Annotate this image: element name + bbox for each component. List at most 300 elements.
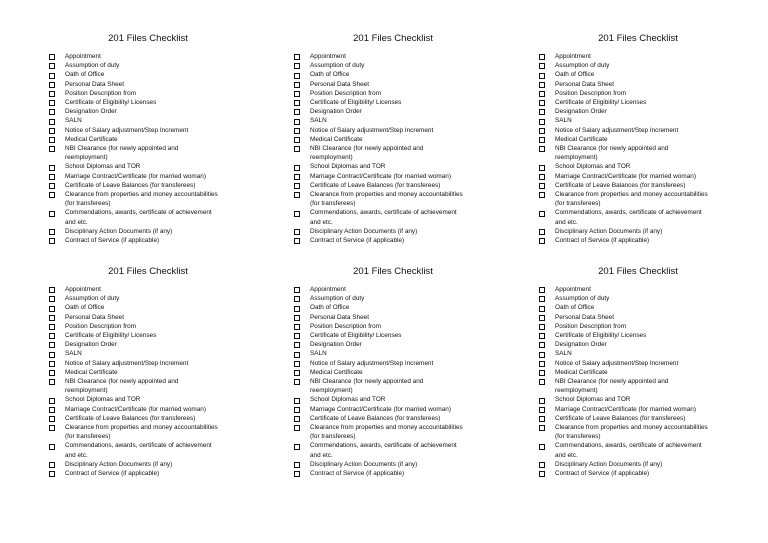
checkbox-icon[interactable]	[294, 398, 300, 404]
checkbox-icon[interactable]	[539, 183, 545, 189]
checkbox-icon[interactable]	[294, 361, 300, 367]
checkbox-icon[interactable]	[294, 238, 300, 244]
checklist-item	[538, 322, 708, 331]
checklist-item-label	[65, 61, 119, 70]
checklist-item-label	[555, 441, 702, 459]
checkbox-icon[interactable]	[49, 73, 55, 79]
checklist-item-text-line: Appointment	[310, 286, 346, 293]
checklist-item-label	[310, 107, 362, 116]
checklist-item-text-line: Personal Data Sheet	[65, 313, 124, 321]
checkbox-icon[interactable]	[294, 165, 300, 171]
checklist-item	[48, 227, 218, 236]
checklist-item-text-line: Clearance from properties and money accountabilities	[65, 191, 218, 199]
checkbox-icon[interactable]	[294, 342, 300, 348]
checkbox-icon[interactable]	[539, 333, 545, 339]
checklist-item-label	[310, 414, 440, 423]
checkbox-icon[interactable]	[539, 91, 545, 97]
checkbox-icon[interactable]	[294, 333, 300, 339]
checkbox-icon[interactable]	[49, 146, 55, 152]
checklist-item-label	[310, 405, 451, 414]
checklist-item	[293, 377, 463, 395]
checklist-item-text-line: Designation Order	[555, 108, 607, 116]
checkbox-icon[interactable]	[294, 370, 300, 376]
checklist-item-label	[65, 414, 195, 423]
checkbox-icon[interactable]	[49, 54, 55, 60]
checkbox-icon[interactable]	[539, 73, 545, 79]
checkbox-icon[interactable]	[539, 361, 545, 367]
checklist-item-label	[555, 135, 608, 144]
checkbox-icon[interactable]	[539, 109, 545, 115]
checklist-item	[48, 395, 218, 404]
checkbox-icon[interactable]	[294, 73, 300, 79]
checklist-item-text-line: Designation Order	[65, 341, 117, 349]
checklist-item-text-line: Certificate of Leave Balances (for transferees)	[555, 414, 686, 422]
checkbox-icon[interactable]	[539, 146, 545, 152]
checklist-item-label	[555, 285, 591, 294]
checkbox-icon[interactable]	[294, 119, 300, 125]
checklist-item-text-line: SALN	[65, 117, 82, 125]
checklist-item-text-line: (for transferees)	[555, 200, 601, 208]
checklist-item-text-line: Assumption of duty	[310, 62, 365, 70]
checklist-item-label	[555, 303, 594, 312]
checklist-item-label	[555, 294, 609, 303]
checklist-item-label	[310, 80, 369, 89]
checklist-item	[293, 144, 463, 162]
checklist-item-label	[65, 70, 104, 79]
checklist-item-text-line: School Diplomas and TOR	[310, 396, 386, 404]
checklist-item	[538, 135, 708, 144]
checklist-item-label	[310, 172, 451, 181]
checklist-item-label	[555, 322, 626, 331]
checkbox-icon[interactable]	[294, 407, 300, 413]
checkbox-icon[interactable]	[294, 425, 300, 431]
checkbox-icon[interactable]	[539, 63, 545, 69]
checklist-item-text-line: Certificate of Leave Balances (for transferees)	[65, 181, 196, 189]
checkbox-icon[interactable]	[294, 352, 300, 358]
checklist-item-text-line: Certificate of Eligibility/ Licenses	[555, 332, 647, 340]
checklist-item-text-line: Appointment	[65, 286, 101, 293]
checklist-item-text-line: Assumption of duty	[310, 295, 365, 303]
checkbox-icon[interactable]	[539, 192, 545, 198]
checklist-item-text-line: School Diplomas and TOR	[65, 396, 141, 404]
checklist-item	[293, 395, 463, 404]
checklist-item	[538, 414, 708, 423]
checkbox-icon[interactable]	[49, 128, 55, 134]
checklist-item-text-line: Assumption of duty	[555, 62, 610, 70]
checkbox-icon[interactable]	[539, 54, 545, 60]
checklist-item-label	[555, 377, 668, 395]
checkbox-icon[interactable]	[49, 342, 55, 348]
checklist-item-label	[555, 162, 630, 171]
checklist-item-label	[310, 208, 457, 226]
checklist-item-text-line: Clearance from properties and money accountabilities	[555, 191, 708, 199]
checkbox-icon[interactable]	[49, 333, 55, 339]
checklist-item	[48, 172, 218, 181]
checkbox-icon[interactable]	[539, 174, 545, 180]
checklist-item	[538, 423, 708, 441]
checklist-item-text-line: NBI Clearance (for newly appointed and	[65, 378, 179, 386]
checklist-item	[538, 98, 708, 107]
checkbox-icon[interactable]	[539, 165, 545, 171]
checkbox-icon[interactable]	[539, 425, 545, 431]
checklist-item	[48, 126, 218, 135]
checklist-item	[48, 349, 218, 358]
checkbox-icon[interactable]	[49, 109, 55, 115]
checkbox-icon[interactable]	[539, 471, 545, 477]
checkbox-icon[interactable]	[49, 462, 55, 468]
checkbox-icon[interactable]	[49, 192, 55, 198]
checkbox-icon[interactable]	[294, 306, 300, 312]
checklist-item-label	[555, 89, 626, 98]
checkbox-icon[interactable]	[539, 407, 545, 413]
checklist-item-label	[310, 126, 433, 135]
checklist-item-text-line: School Diplomas and TOR	[555, 163, 631, 171]
checkbox-icon[interactable]	[49, 63, 55, 69]
checklist-item-text-line: Certificate of Leave Balances (for transferees)	[555, 181, 686, 189]
checkbox-icon[interactable]	[49, 361, 55, 367]
checklist-item-text-line: Position Description from	[555, 89, 627, 97]
checklist-item	[538, 61, 708, 70]
checkbox-icon[interactable]	[294, 324, 300, 330]
checkbox-icon[interactable]	[49, 425, 55, 431]
checkbox-icon[interactable]	[49, 91, 55, 97]
checkbox-icon[interactable]	[539, 398, 545, 404]
checkbox-icon[interactable]	[49, 324, 55, 330]
checkbox-icon[interactable]	[539, 306, 545, 312]
checklist	[48, 285, 218, 478]
checklist-item-text-line: reemployment)	[65, 387, 108, 395]
checklist-item-text-line: and etc.	[555, 218, 578, 226]
checkbox-icon[interactable]	[294, 416, 300, 422]
checklist-item-label	[310, 116, 327, 125]
checklist-item-label	[555, 181, 685, 190]
checklist-item-label	[65, 285, 101, 294]
checklist-item	[538, 285, 708, 294]
checklist-item-label	[65, 359, 188, 368]
checkbox-icon[interactable]	[294, 471, 300, 477]
checklist-item-label	[310, 190, 463, 208]
checkbox-icon[interactable]	[539, 315, 545, 321]
checklist-item	[48, 52, 218, 61]
checklist-item-text-line: Medical Certificate	[65, 135, 118, 143]
checkbox-icon[interactable]	[49, 119, 55, 125]
checkbox-icon[interactable]	[294, 444, 300, 450]
checklist-item-label	[310, 294, 364, 303]
checklist-item-label	[65, 116, 82, 125]
checklist-item	[48, 162, 218, 171]
checklist-item-text-line: Commendations, awards, certificate of achievement	[555, 209, 702, 217]
checklist-item-text-line: Commendations, awards, certificate of achievement	[310, 442, 457, 450]
checkbox-icon[interactable]	[294, 100, 300, 106]
checklist-item-text-line: Marriage Contract/Certificate (for married woman)	[65, 405, 206, 413]
checklist-item-label	[65, 208, 212, 226]
checklist-item-label	[65, 294, 119, 303]
checkbox-icon[interactable]	[294, 192, 300, 198]
checklist-item-text-line: Position Description from	[65, 322, 137, 330]
checklist-item-label	[65, 322, 136, 331]
checklist-item	[293, 116, 463, 125]
checklist-item-label	[65, 349, 82, 358]
checklist-item-text-line: (for transferees)	[65, 433, 111, 441]
checklist-item	[538, 52, 708, 61]
checklist-item	[538, 349, 708, 358]
checklist-item-label	[555, 460, 662, 469]
checkbox-icon[interactable]	[49, 444, 55, 450]
checklist-item-label	[310, 303, 349, 312]
checklist-item	[293, 80, 463, 89]
checkbox-icon[interactable]	[294, 137, 300, 143]
checklist-item-label	[310, 423, 463, 441]
checklist-item-label	[65, 135, 118, 144]
checklist-item	[293, 313, 463, 322]
checklist-item-label	[65, 89, 136, 98]
checkbox-icon[interactable]	[539, 229, 545, 235]
checklist-item-text-line: SALN	[310, 117, 327, 125]
checklist-item-text-line: SALN	[310, 350, 327, 358]
checkbox-icon[interactable]	[49, 398, 55, 404]
checkbox-icon[interactable]	[49, 229, 55, 235]
checklist-item-text-line: Marriage Contract/Certificate (for married woman)	[555, 405, 696, 413]
checklist-item-text-line: Clearance from properties and money accountabilities	[310, 191, 463, 199]
checkbox-icon[interactable]	[49, 211, 55, 217]
checklist-item-text-line: School Diplomas and TOR	[555, 396, 631, 404]
checkbox-icon[interactable]	[294, 82, 300, 88]
checkbox-icon[interactable]	[539, 342, 545, 348]
checklist-item-label	[310, 285, 346, 294]
checkbox-icon[interactable]	[294, 109, 300, 115]
checklist-item-text-line: Contract of Service (if applicable)	[310, 237, 405, 245]
checklist-item-text-line: Oath of Office	[555, 71, 595, 79]
checklist-item	[293, 460, 463, 469]
checklist-item	[538, 469, 708, 478]
checkbox-icon[interactable]	[49, 370, 55, 376]
checklist-item	[293, 414, 463, 423]
checklist-item-text-line: NBI Clearance (for newly appointed and	[310, 145, 424, 153]
checkbox-icon[interactable]	[49, 296, 55, 302]
checkbox-icon[interactable]	[49, 471, 55, 477]
checklist-item-label	[555, 368, 608, 377]
checklist-item	[48, 331, 218, 340]
checkbox-icon[interactable]	[539, 416, 545, 422]
checkbox-icon[interactable]	[49, 306, 55, 312]
checkbox-icon[interactable]	[539, 287, 545, 293]
checklist-item	[293, 126, 463, 135]
checkbox-icon[interactable]	[49, 174, 55, 180]
checklist-item-label	[555, 405, 696, 414]
checklist-item	[538, 368, 708, 377]
checkbox-icon[interactable]	[294, 315, 300, 321]
checklist-item-label	[65, 52, 101, 61]
checklist-item	[48, 80, 218, 89]
checkbox-icon[interactable]	[539, 119, 545, 125]
checklist-item	[293, 181, 463, 190]
checklist-item-text-line: Oath of Office	[310, 71, 350, 79]
checklist-item-text-line: Assumption of duty	[65, 62, 120, 70]
checklist-item-text-line: Designation Order	[310, 341, 362, 349]
checklist-item-text-line: Certificate of Eligibility/ Licenses	[65, 99, 157, 107]
checklist-item-label	[65, 313, 124, 322]
checklist-item	[48, 303, 218, 312]
checkbox-icon[interactable]	[294, 63, 300, 69]
checklist-item-text-line: Personal Data Sheet	[555, 313, 614, 321]
checkbox-icon[interactable]	[49, 315, 55, 321]
checklist-item-text-line: reemployment)	[65, 154, 108, 162]
checklist-item	[293, 368, 463, 377]
checkbox-icon[interactable]	[49, 352, 55, 358]
checklist-item-text-line: Position Description from	[65, 89, 137, 97]
checklist-item-text-line: reemployment)	[310, 154, 353, 162]
checklist-item	[538, 107, 708, 116]
checklist-item-text-line: Assumption of duty	[555, 295, 610, 303]
checkbox-icon[interactable]	[539, 462, 545, 468]
checklist-item-label	[555, 414, 685, 423]
checklist-item-text-line: Oath of Office	[555, 304, 595, 312]
checklist-item-text-line: NBI Clearance (for newly appointed and	[310, 378, 424, 386]
checklist-item	[293, 61, 463, 70]
checkbox-icon[interactable]	[294, 211, 300, 217]
checkbox-icon[interactable]	[49, 238, 55, 244]
checkbox-icon[interactable]	[294, 296, 300, 302]
checklist-item-label	[555, 172, 696, 181]
checkbox-icon[interactable]	[539, 324, 545, 330]
checklist-item-text-line: Contract of Service (if applicable)	[65, 470, 160, 478]
checklist-item-label	[65, 441, 212, 459]
checkbox-icon[interactable]	[294, 91, 300, 97]
checklist-item-text-line: and etc.	[555, 451, 578, 459]
checklist-item-label	[65, 80, 124, 89]
checklist-item-label	[555, 190, 708, 208]
checklist-item	[48, 368, 218, 377]
checkbox-icon[interactable]	[294, 183, 300, 189]
checklist-item	[48, 107, 218, 116]
checkbox-icon[interactable]	[294, 146, 300, 152]
checklist-item-text-line: (for transferees)	[310, 433, 356, 441]
checkbox-icon[interactable]	[539, 238, 545, 244]
checklist-item-label	[65, 190, 218, 208]
checklist-item-text-line: Disciplinary Action Documents (if any)	[65, 227, 173, 235]
checklist-item	[538, 340, 708, 349]
checklist-item-label	[310, 236, 404, 245]
checkbox-icon[interactable]	[49, 407, 55, 413]
checklist-item-text-line: Designation Order	[310, 108, 362, 116]
checklist-item-label	[65, 162, 140, 171]
checklist-item-text-line: Assumption of duty	[65, 295, 120, 303]
checklist-item-text-line: Clearance from properties and money accountabilities	[310, 424, 463, 432]
checklist-item-text-line: Personal Data Sheet	[310, 80, 369, 88]
checkbox-icon[interactable]	[539, 211, 545, 217]
checklist-item	[48, 236, 218, 245]
checklist-item-text-line: Designation Order	[65, 108, 117, 116]
checklist-item-text-line: Notice of Salary adjustment/Step Increment	[65, 126, 189, 134]
checkbox-icon[interactable]	[539, 137, 545, 143]
checkbox-icon[interactable]	[539, 128, 545, 134]
checklist-item-text-line: Contract of Service (if applicable)	[555, 237, 650, 245]
checklist-item	[538, 208, 708, 226]
checkbox-icon[interactable]	[539, 82, 545, 88]
checklist-item-label	[555, 70, 594, 79]
checkbox-icon[interactable]	[49, 379, 55, 385]
panel-title: 201 Files Checklist	[353, 33, 433, 44]
checklist-item	[293, 359, 463, 368]
checklist-item-text-line: Oath of Office	[65, 304, 105, 312]
checklist-item	[48, 181, 218, 190]
checkbox-icon[interactable]	[539, 444, 545, 450]
checklist-item-text-line: Marriage Contract/Certificate (for married woman)	[65, 172, 206, 180]
checklist-item-label	[65, 395, 140, 404]
checklist-item	[48, 116, 218, 125]
checkbox-icon[interactable]	[539, 370, 545, 376]
checklist-item-label	[310, 135, 363, 144]
checklist-item-text-line: Appointment	[310, 53, 346, 60]
checkbox-icon[interactable]	[49, 183, 55, 189]
checklist-item-label	[555, 107, 607, 116]
checkbox-icon[interactable]	[294, 54, 300, 60]
checklist-item-label	[310, 61, 364, 70]
checklist-item-text-line: Contract of Service (if applicable)	[65, 237, 160, 245]
checkbox-icon[interactable]	[294, 379, 300, 385]
checklist-item-text-line: (for transferees)	[555, 433, 601, 441]
checklist-item-text-line: Medical Certificate	[555, 135, 608, 143]
checklist-item-text-line: Notice of Salary adjustment/Step Increment	[555, 359, 679, 367]
checklist-item	[538, 313, 708, 322]
checklist-item	[293, 208, 463, 226]
checklist-item	[293, 294, 463, 303]
checklist-item-label	[65, 423, 218, 441]
checklist-item	[48, 405, 218, 414]
checkbox-icon[interactable]	[49, 416, 55, 422]
checklist-item	[538, 227, 708, 236]
checklist-item-text-line: and etc.	[310, 451, 333, 459]
checkbox-icon[interactable]	[294, 287, 300, 293]
checkbox-icon[interactable]	[294, 229, 300, 235]
checkbox-icon[interactable]	[294, 128, 300, 134]
checkbox-icon[interactable]	[539, 379, 545, 385]
checklist-item	[293, 107, 463, 116]
checklist-item-label	[310, 340, 362, 349]
checkbox-icon[interactable]	[294, 462, 300, 468]
checklist	[293, 52, 463, 245]
checklist-item-label	[310, 368, 363, 377]
checklist-item-label	[555, 469, 649, 478]
checklist-item	[293, 441, 463, 459]
checklist-item-label	[555, 126, 678, 135]
checklist-item	[293, 172, 463, 181]
checklist-item-text-line: Personal Data Sheet	[310, 313, 369, 321]
checkbox-icon[interactable]	[49, 100, 55, 106]
checkbox-icon[interactable]	[539, 352, 545, 358]
checklist-item	[48, 414, 218, 423]
checklist-item-text-line: Personal Data Sheet	[65, 80, 124, 88]
checklist-item	[538, 70, 708, 79]
checklist-item	[538, 441, 708, 459]
checkbox-icon[interactable]	[49, 137, 55, 143]
checklist-item-text-line: Appointment	[65, 53, 101, 60]
checklist-item-text-line: Notice of Salary adjustment/Step Increment	[555, 126, 679, 134]
checkbox-icon[interactable]	[539, 296, 545, 302]
checkbox-icon[interactable]	[539, 100, 545, 106]
checkbox-icon[interactable]	[294, 174, 300, 180]
checklist-item-text-line: Commendations, awards, certificate of achievement	[310, 209, 457, 217]
checkbox-icon[interactable]	[49, 287, 55, 293]
checklist-item-text-line: (for transferees)	[65, 200, 111, 208]
checklist-item-label	[555, 331, 646, 340]
checkbox-icon[interactable]	[49, 82, 55, 88]
checklist-item	[293, 227, 463, 236]
checklist-item-label	[310, 349, 327, 358]
checklist-item-text-line: Marriage Contract/Certificate (for married woman)	[555, 172, 696, 180]
checkbox-icon[interactable]	[49, 165, 55, 171]
checklist-item-label	[555, 359, 678, 368]
